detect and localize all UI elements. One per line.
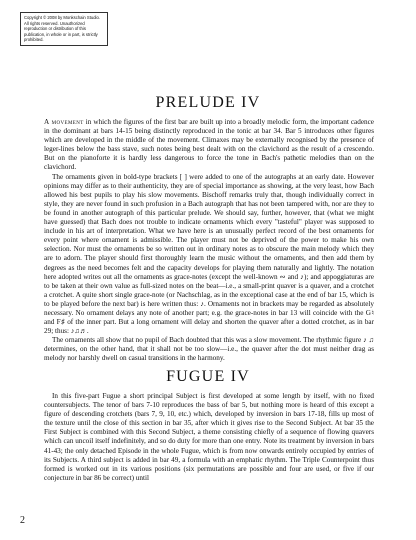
page-number: 2 (20, 515, 25, 526)
fugue-paragraph-1: In this five-part Fugue a short principal Subject is first developed at some length by itself, with no fixed countersubjects. The tenor of bars 7-10 reproduces the bass of bar 5, but nothing more is heard of this except a figure of descending crotchets (bars 7, 9, 10, etc.) which, developed by inversion in bars 17-18, fills up most of the texture until the close of this section in bar 35, after which it gives rise to the Second Subject. At bar 35 the First Subject is combined with this Second Subject, a theme consisting chiefly of a sequence of flowing quavers which can uncoil itself indefinitely, and so do duty for more than one entry. Note its treatment by inversion in bars 41-43; the only detached Episode in the whole Fugue, which is from now onwards entirely occupied by entries of its Subjects. A third subject is added in bar 49, a formula with an emphatic rhythm. The Triple Counterpoint thus formed is worked out in its various positions (six permutations are possible and four are used, or five if our conjecture in bar 86 be correct) until (44, 392, 374, 482)
fugue-title: FUGUE IV (166, 368, 250, 385)
prelude-paragraph-3: The ornaments all show that no pupil of Bach doubted that this was a slow movement. The rhythmic figure ♪ ♫ determines, on the other hand, that it shall not be too slow—i.e., the quaver after the dot must neither drag as melody nor harshly dwell on casual transitions in the harmony. (44, 336, 374, 363)
prelude-paragraph-1-text: in which the figures of the first bar are built up into a broadly melodic form, the important cadence in the dominant at bars 14-15 being distinctly reproduced in the tonic at bar 34. Bar 5 introduces other figures which are developed in the middle of the movement. Climaxes may be externally recognised by the presence of leger-lines below the bass stave, such notes being best dealt with on the clavichord as the result of a crescendo. But on the pianoforte it is hardly less dangerous to force the tone in Bach's pathetic melodies than on the clavichord. (44, 118, 374, 172)
fugue-body (44, 392, 374, 483)
prelude-paragraph-2: The ornaments given in bold-type brackets [ ] were added to one of the autographs at an early date. However opinions may differ as to their authenticity, they are of special importance as showing, at the very least, how Bach allowed his best pupils to play his slow movements. Bischoff remarks truly that, though individually correct in style, they are never found in such profusion in a Bach autograph that has not been tampered with, nor are they to be found in another autograph of this particular prelude. We should say, further, however, that (what we might have guessed) that Bach does not trouble to indicate ornaments which every "tasteful" player was supposed to include in his art of interpretation. What we have here is an unusually perfect record of the best ornaments for every point where ornament is admissible. The player must not be deprived of the power to make his own selection. Nor must the ornaments be so written out in ordinary notes as to obscure the main melody which they are to adorn. The player should first thoroughly learn the music without the ornaments, and then add them by degrees as the need becomes felt and the capacity develops for playing them naturally and lightly. The notation here adopted writes out all the ornaments as grace-notes (except the well-known ∾ and ♪); and appoggiaturas are to be taken at their own value as full-sized notes on the beat—i.e., a small-print quaver is a quaver, and a crotchet a crotchet. A quite short single grace-note (or Nachschlag, as in the exceptional case at the end of bar 15, which is to be played before the next bar) is here written thus: ♪. Ornaments not in brackets may be regarded as absolutely necessary. No ornament delays any note of another part; e.g. the grace-notes in bar 13 will coincide with the G♮ and F♯ of the inner part. But a long ornament will delay and shorten the quaver after a dotted crotchet, as in bar 29; thus: ♪♫♬. (44, 172, 374, 336)
copyright-notice: Copyright © 2008 by Monkschain Studio. All rights reserved. Unauthorized reproduction or distribution of this publication, in whole or in part, is strictly prohibited. (20, 12, 108, 46)
prelude-title: PRELUDE IV (155, 94, 261, 111)
prelude-body (44, 118, 374, 364)
prelude-lead-in: A movement (44, 118, 84, 126)
prelude-paragraph-1 (44, 118, 374, 173)
